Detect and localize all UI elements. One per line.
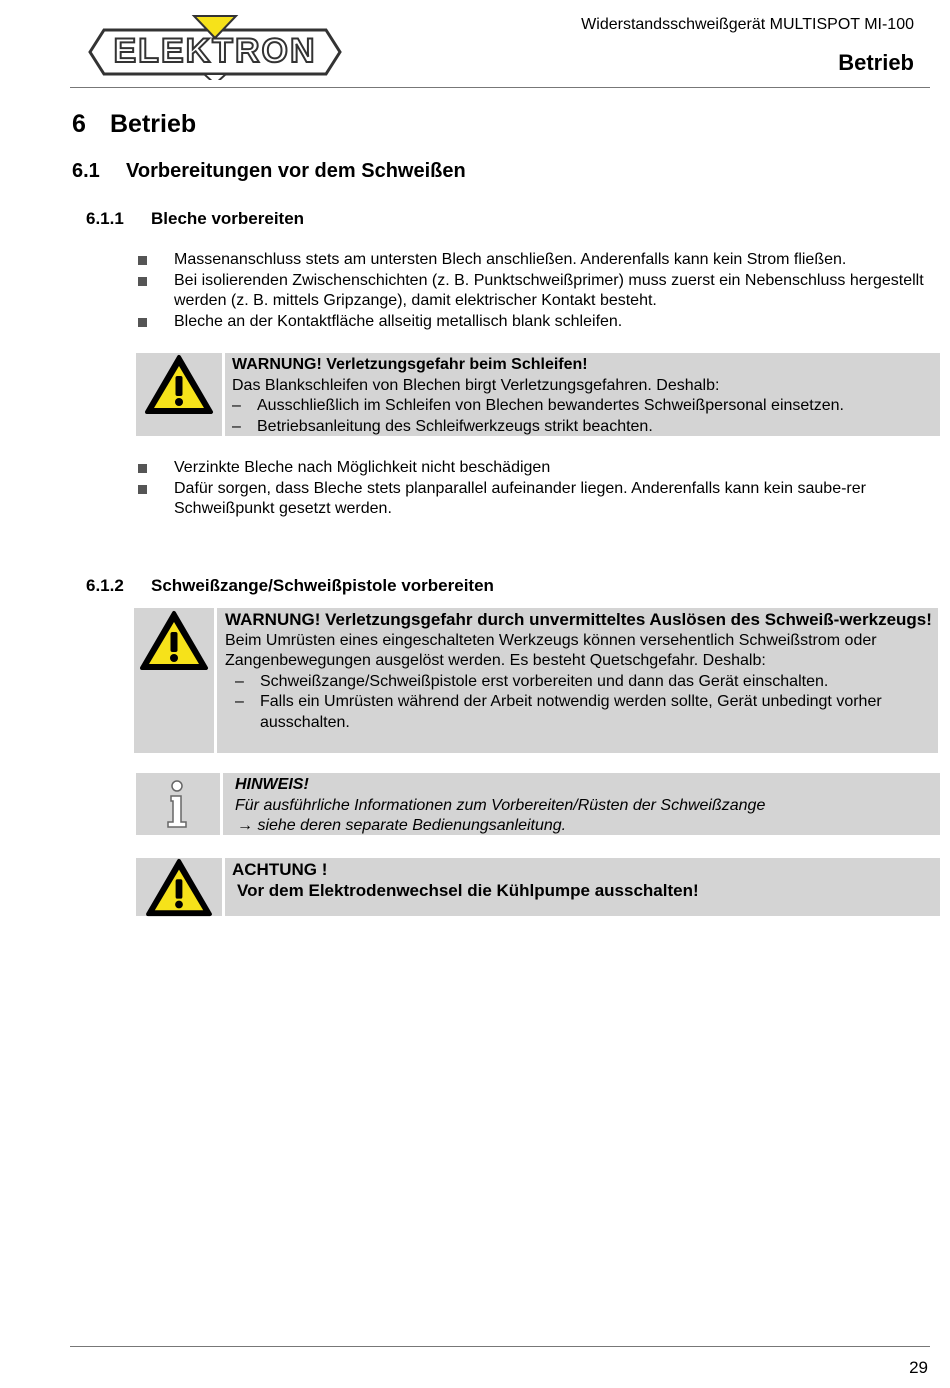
caution-box: [136, 858, 940, 916]
warning-title: WARNUNG! Verletzungsgefahr beim Schleifen!: [232, 356, 588, 373]
header-product-title: Widerstandsschweißgerät MULTISPOT MI-100: [581, 16, 914, 33]
warning-text: Das Blankschleifen von Blechen birgt Verletzungsgefahren. Deshalb:: [232, 376, 720, 394]
subsection-heading-welding-tool: [86, 576, 494, 596]
chapter-number: 6: [72, 110, 86, 138]
chapter-title: Betrieb: [110, 110, 197, 138]
logo-text: ELEKTRON: [113, 32, 317, 70]
chapter-heading: [72, 110, 196, 139]
bullet-list-sheet-preparation: [136, 250, 926, 332]
list-item: Bei isolierenden Zwischenschichten (z. B. Punktschweißprimer) muss zuerst ein Nebenschluss hergestellt werden (z. B. mittels Gripzange), damit elektrischer Kontakt besteht.: [136, 271, 926, 312]
subsection-number: 6.1.2: [86, 576, 124, 595]
footer-rule: [70, 1346, 930, 1347]
warning-box-tool-trigger: [134, 608, 938, 753]
note-box: [136, 773, 940, 835]
note-title: HINWEIS!: [235, 776, 309, 793]
info-icon: [136, 773, 223, 835]
warning-title: WARNUNG! Verletzungsgefahr durch unvermitteltes Auslösen des Schweiß-werkzeugs!: [225, 610, 932, 629]
bullet-list-sheet-handling: [136, 458, 926, 520]
note-text: Für ausführliche Informationen zum Vorbereiten/Rüsten der Schweißzange: [235, 796, 766, 814]
section-number: 6.1: [72, 160, 100, 182]
note-reference: → siehe deren separate Bedienungsanleitung.: [237, 817, 567, 834]
warning-item: – Schweißzange/Schweißpistole erst vorbereiten und dann das Gerät einschalten.: [235, 672, 932, 693]
list-item: Massenanschluss stets am untersten Blech anschließen. Anderenfalls kann kein Strom fließen.: [136, 250, 926, 271]
header-section-title: Betrieb: [838, 50, 914, 75]
list-item: Bleche an der Kontaktfläche allseitig metallisch blank schleifen.: [136, 312, 926, 333]
caution-text: Vor dem Elektrodenwechsel die Kühlpumpe ausschalten!: [237, 880, 699, 900]
warning-item: – Falls ein Umrüsten während der Arbeit notwendig werden sollte, Gerät unbedingt vorher ausschalten.: [235, 692, 932, 733]
warning-item: – Ausschließlich im Schleifen von Blechen bewandertes Schweißpersonal einsetzen.: [232, 396, 934, 417]
warning-item: – Betriebsanleitung des Schleifwerkzeugs strikt beachten.: [232, 417, 934, 438]
list-item: Verzinkte Bleche nach Möglichkeit nicht beschädigen: [136, 458, 926, 479]
warning-triangle-icon: [136, 858, 225, 916]
page-number: 29: [909, 1358, 928, 1377]
subsection-heading-sheets: [86, 209, 304, 229]
elektron-logo: [86, 12, 344, 80]
warning-text: Beim Umrüsten eines eingeschalteten Werkzeugs können versehentlich Schweißstrom oder Zangenbewegungen ausgelöst werden. Es besteht Quetschgefahr. Deshalb:: [225, 631, 877, 669]
subsection-title: Schweißzange/Schweißpistole vorbereiten: [151, 576, 494, 595]
warning-triangle-icon: [134, 608, 217, 753]
section-title: Vorbereitungen vor dem Schweißen: [126, 160, 466, 182]
warning-box-grinding: [136, 353, 940, 436]
header-rule: [70, 87, 930, 88]
warning-triangle-icon: [136, 353, 225, 436]
subsection-number: 6.1.1: [86, 209, 124, 228]
subsection-title: Bleche vorbereiten: [151, 209, 305, 228]
list-item: Dafür sorgen, dass Bleche stets planparallel aufeinander liegen. Anderenfalls kann kein saube-rer Schweißpunkt gesetzt werden.: [136, 479, 926, 520]
section-heading: [72, 160, 466, 183]
caution-title: ACHTUNG !: [232, 860, 328, 879]
